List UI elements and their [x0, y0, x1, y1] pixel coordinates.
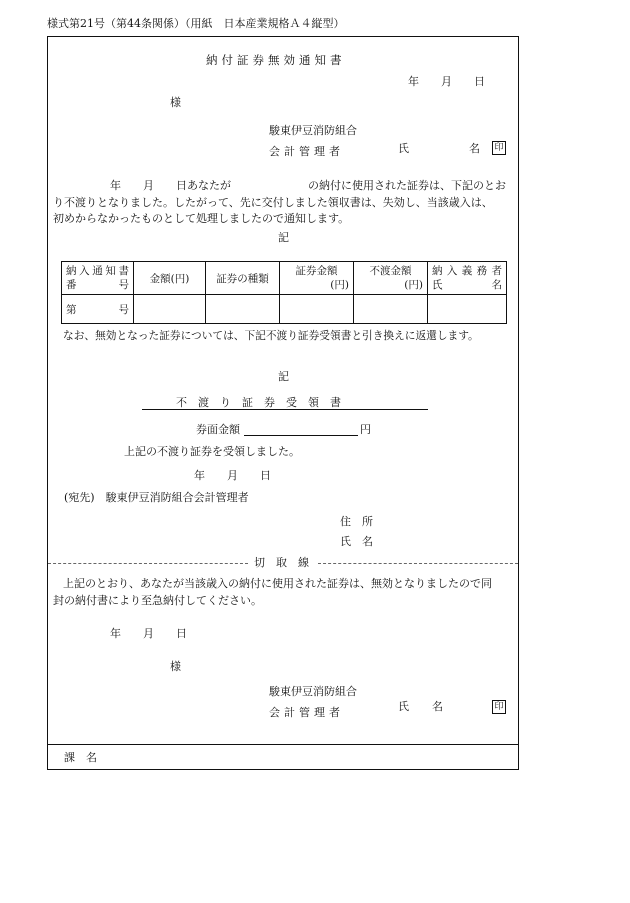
form-header: 様式第21号（第44条関係）（用紙 日本産業規格Ａ４縦型） [47, 17, 345, 30]
cell-notice-number: 第 号 [62, 295, 134, 324]
receipt-title: 不 渡 り 証 券 受 領 書 [176, 396, 341, 409]
body-line3: 初めからなかったものとして処理しましたので通知します。 [53, 212, 350, 225]
stub-issuer-shi: 氏 [398, 700, 409, 713]
receipt-addressee: (宛先) 駿東伊豆消防組合会計管理者 [64, 491, 249, 504]
body-line2: り不渡りとなりました。したがって、先に交付しました領収書は、失効し、当該歳入は、 [53, 196, 493, 209]
table-row [62, 295, 507, 324]
issuer-shi: 氏 [398, 142, 409, 155]
stub-line2: 封の納付書により至急納付してください。 [53, 594, 262, 607]
col-header-security-amount: 証券金額 (円) [280, 262, 354, 295]
col-header-notice-number: 納入通知書 番 号 [62, 262, 134, 295]
stub-issuer-org: 駿東伊豆消防組合 [269, 685, 357, 698]
face-amount-yen: 円 [360, 423, 371, 436]
stub-seal-icon: 印 [492, 700, 506, 714]
body-line1-b: の納付に使用された証券は、下記のとお [308, 179, 506, 192]
issuer-treasurer: 会計管理者 [269, 145, 344, 158]
table-header-row [62, 262, 507, 295]
cut-line-label: 切 取 線 [254, 556, 309, 569]
stub-sama: 様 [170, 660, 181, 673]
section-name-label: 課 名 [64, 751, 97, 764]
form-title: 納付証券無効通知書 [206, 53, 346, 67]
issue-date: 年 月 日 [408, 75, 485, 88]
cell-amount [134, 295, 206, 324]
receipt-address-label: 住 所 [340, 515, 373, 528]
issuer-org: 駿東伊豆消防組合 [269, 124, 357, 137]
cell-security-amount [280, 295, 354, 324]
stub-issuer-mei: 名 [432, 700, 443, 713]
ki-mark-2: 記 [278, 370, 289, 383]
cell-obligor-name [428, 295, 507, 324]
stub-date: 年 月 日 [110, 627, 187, 640]
receipt-date: 年 月 日 [194, 469, 271, 482]
seal-icon: 印 [492, 141, 506, 155]
issuer-mei: 名 [469, 142, 480, 155]
body-line1-a: 年 月 日あなたが [110, 179, 231, 192]
col-header-security-type: 証券の種類 [206, 262, 280, 295]
face-amount-label: 券面金額 [196, 423, 240, 436]
section-divider [48, 744, 518, 745]
cell-dishonored-amount [354, 295, 428, 324]
col-header-dishonored-amount: 不渡金額 (円) [354, 262, 428, 295]
receipt-name-label: 氏 名 [340, 535, 373, 548]
col-header-obligor-name: 納入義務者 氏 名 [428, 262, 507, 295]
stub-line1: 上記のとおり、あなたが当該歳入の納付に使用された証券は、無効となりましたので同 [63, 577, 492, 590]
cut-line-left [48, 563, 248, 564]
received-statement: 上記の不渡り証券を受領しました。 [124, 445, 300, 458]
col-header-amount: 金額(円) [134, 262, 206, 295]
face-amount-field[interactable] [244, 435, 358, 436]
stub-issuer-treasurer: 会計管理者 [269, 706, 344, 719]
receipt-title-underline [142, 409, 428, 410]
cut-line-right [318, 563, 518, 564]
ki-mark: 記 [278, 231, 289, 244]
notice-table [61, 261, 507, 324]
recipient-sama: 様 [170, 96, 181, 109]
cell-security-type [206, 295, 280, 324]
return-note: なお、無効となった証券については、下記不渡り証券受領書と引き換えに返還します。 [63, 329, 479, 342]
